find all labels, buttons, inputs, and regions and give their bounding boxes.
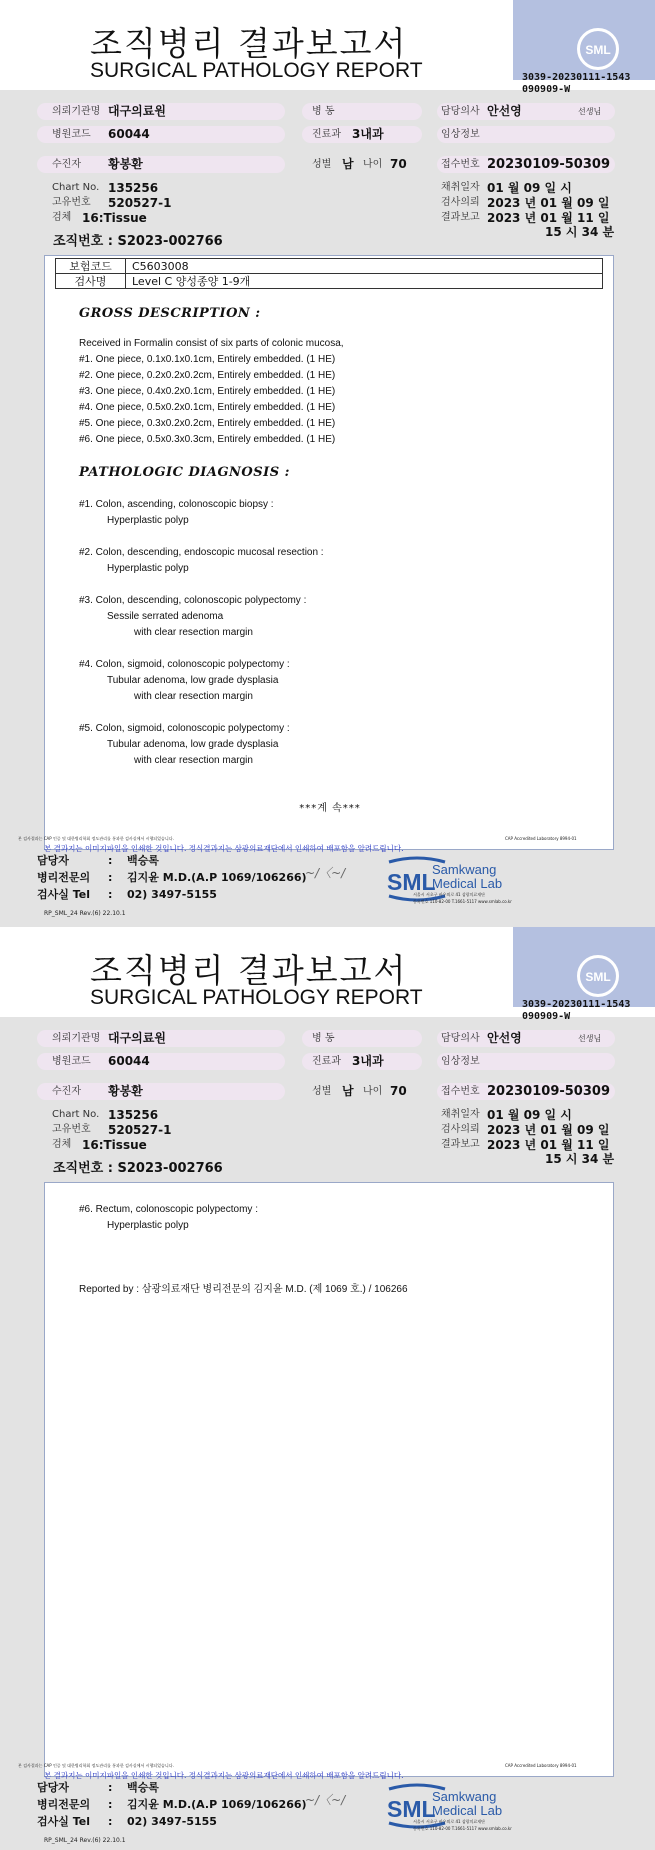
doctor-value: 안선영 bbox=[487, 104, 522, 118]
age-label: 나이 bbox=[363, 1086, 383, 1097]
institution-value: 대구의료원 bbox=[108, 1031, 166, 1045]
diagnosis-result: Sessile serrated adenoma bbox=[107, 611, 224, 622]
logo-text: SML bbox=[585, 970, 611, 984]
diagnosis-heading: PATHOLOGIC DIAGNOSIS : bbox=[79, 465, 290, 480]
sex-label: 성별 bbox=[312, 1086, 332, 1097]
clinical-label: 임상정보 bbox=[441, 129, 480, 140]
lab-name-1: Samkwang bbox=[432, 1789, 497, 1804]
signature: ~/〈~/ bbox=[305, 866, 346, 880]
collect-value: 01 월 09 일 시 bbox=[487, 1108, 572, 1122]
tel-label: 검사실 Tel bbox=[37, 888, 90, 901]
tel-label: 검사실 Tel bbox=[37, 1815, 90, 1828]
cap-note: CAP Accredited Laboratory 8994-01 bbox=[505, 836, 577, 841]
hospital-code-value: 60044 bbox=[108, 1054, 150, 1068]
report-page-1 bbox=[0, 0, 655, 923]
colon: : bbox=[108, 854, 113, 867]
age-label: 나이 bbox=[363, 159, 383, 170]
ward-label: 병 동 bbox=[312, 1033, 335, 1044]
fine-print: 본 검사결과는 CAP 인증 및 대한병리학회 정도관리를 통과한 검사실에서 시행되었습니다. bbox=[18, 1763, 174, 1768]
lab-name-1: Samkwang bbox=[432, 862, 497, 877]
lab-name-2: Medical Lab bbox=[432, 876, 503, 891]
chart-label: Chart No. bbox=[52, 182, 100, 193]
institution-value: 대구의료원 bbox=[108, 104, 166, 118]
sex-value: 남 bbox=[342, 1084, 354, 1098]
form-code: RP_SML_24 Rev.(6) 22.10.1 bbox=[44, 1837, 126, 1844]
dept-label: 진료과 bbox=[312, 129, 341, 140]
sex-value: 남 bbox=[342, 157, 354, 171]
pathologist-value: 김지윤 M.D.(A.P 1069/106266) bbox=[127, 871, 307, 884]
receipt-value: 20230109-50309 bbox=[487, 157, 610, 172]
manager-value: 백승록 bbox=[127, 1781, 159, 1794]
receipt-label: 접수번호 bbox=[441, 1086, 480, 1097]
age-value: 70 bbox=[390, 157, 407, 171]
pathologist-label: 병리전문의 bbox=[37, 871, 91, 884]
doc-id: 3039-20230111-1543 090909-W bbox=[522, 999, 631, 1022]
diagnosis-margin: with clear resection margin bbox=[134, 627, 253, 638]
result-label: 결과보고 bbox=[441, 212, 480, 223]
diagnosis-title: #2. Colon, descending, endoscopic mucosal resection : bbox=[79, 547, 324, 558]
lab-registration: 등록번호 110-82-00 T.1661-5117 www.smlab.co.kr bbox=[413, 1826, 512, 1831]
test-name-value: Level C 양성종양 1-9개 bbox=[126, 274, 603, 289]
lab-address: 서울시 서초구 바우뫼로 41 삼광의료재단 bbox=[413, 892, 485, 897]
fine-print: 본 검사결과는 CAP 인증 및 대한병리학회 정도관리를 통과한 검사실에서 시행되었습니다. bbox=[18, 836, 174, 841]
tissue-number: 조직번호 : S2023-002766 bbox=[53, 1161, 223, 1176]
report-title-ko: 조직병리 결과보고서 bbox=[90, 24, 408, 63]
dept-value: 3내과 bbox=[352, 1054, 384, 1068]
request-label: 검사의뢰 bbox=[441, 1124, 480, 1135]
collect-label: 채취일자 bbox=[441, 1109, 480, 1120]
institution-label: 의뢰기관명 bbox=[52, 1033, 101, 1044]
lab-registration: 등록번호 110-82-00 T.1661-5117 www.smlab.co.kr bbox=[413, 899, 512, 904]
doctor-label: 담당의사 bbox=[441, 106, 480, 117]
id-value: 520527-1 bbox=[108, 196, 172, 210]
form-code: RP_SML_24 Rev.(6) 22.10.1 bbox=[44, 910, 126, 917]
colon: : bbox=[108, 1815, 113, 1828]
gross-line: Received in Formalin consist of six parts of colonic mucosa, bbox=[79, 338, 344, 349]
dept-value: 3내과 bbox=[352, 127, 384, 141]
doctor-label: 담당의사 bbox=[441, 1033, 480, 1044]
signature: ~/〈~/ bbox=[305, 1793, 346, 1807]
doctor-value: 안선영 bbox=[487, 1031, 522, 1045]
report-body bbox=[44, 1182, 614, 1777]
hospital-code-label: 병원코드 bbox=[52, 129, 91, 140]
manager-label: 담당자 bbox=[37, 1781, 69, 1794]
gross-line: #1. One piece, 0.1x0.1x0.1cm, Entirely embedded. (1 HE) bbox=[79, 354, 336, 365]
image-notice: 본 결과지는 이미지파일을 인쇄한 것입니다. 정식결과지는 삼광의료재단에서 인쇄하여 배포함을 알려드립니다. bbox=[44, 1771, 404, 1780]
patient-label: 수진자 bbox=[52, 159, 81, 170]
result-value: 2023 년 01 월 11 일 bbox=[487, 211, 610, 225]
diagnosis-result: Hyperplastic polyp bbox=[107, 563, 189, 574]
gross-line: #2. One piece, 0.2x0.2x0.2cm, Entirely embedded. (1 HE) bbox=[79, 370, 336, 381]
tel-value: 02) 3497-5155 bbox=[127, 1815, 217, 1828]
manager-value: 백승록 bbox=[127, 854, 159, 867]
doc-id: 3039-20230111-1543 090909-W bbox=[522, 72, 631, 95]
sex-label: 성별 bbox=[312, 159, 332, 170]
patient-label: 수진자 bbox=[52, 1086, 81, 1097]
id-label: 고유번호 bbox=[52, 197, 91, 208]
manager-label: 담당자 bbox=[37, 854, 69, 867]
diagnosis-margin: with clear resection margin bbox=[134, 755, 253, 766]
colon: : bbox=[108, 888, 113, 901]
patient-value: 황봉환 bbox=[108, 157, 143, 171]
sml-logo-icon bbox=[577, 955, 619, 997]
doctor-suffix: 선생님 bbox=[578, 107, 602, 116]
logo-text: SML bbox=[585, 43, 611, 57]
tissue-number: 조직번호 : S2023-002766 bbox=[53, 234, 223, 249]
patient-value: 황봉환 bbox=[108, 1084, 143, 1098]
svg-text:SML: SML bbox=[387, 1796, 436, 1822]
hospital-code-label: 병원코드 bbox=[52, 1056, 91, 1067]
lab-name-2: Medical Lab bbox=[432, 1803, 503, 1818]
doctor-suffix: 선생님 bbox=[578, 1034, 602, 1043]
sml-logo-icon bbox=[577, 28, 619, 70]
dept-label: 진료과 bbox=[312, 1056, 341, 1067]
diagnosis-result: Hyperplastic polyp bbox=[107, 515, 189, 526]
test-name-label: 검사명 bbox=[56, 274, 126, 289]
chart-value: 135256 bbox=[108, 1108, 159, 1122]
specimen-value: 16:Tissue bbox=[82, 1138, 147, 1152]
collect-label: 채취일자 bbox=[441, 182, 480, 193]
lab-address: 서울시 서초구 바우뫼로 41 삼광의료재단 bbox=[413, 1819, 485, 1824]
chart-label: Chart No. bbox=[52, 1109, 100, 1120]
request-value: 2023 년 01 월 09 일 bbox=[487, 1123, 610, 1137]
diagnosis-margin: with clear resection margin bbox=[134, 691, 253, 702]
receipt-value: 20230109-50309 bbox=[487, 1084, 610, 1099]
colon: : bbox=[108, 1798, 113, 1811]
svg-text:SML: SML bbox=[387, 869, 436, 895]
diagnosis-title: #3. Colon, descending, colonoscopic polypectomy : bbox=[79, 595, 307, 606]
cap-note: CAP Accredited Laboratory 8994-01 bbox=[505, 1763, 577, 1768]
collect-value: 01 월 09 일 시 bbox=[487, 181, 572, 195]
result-label: 결과보고 bbox=[441, 1139, 480, 1150]
continued-mark: ***계 속*** bbox=[299, 803, 361, 814]
institution-label: 의뢰기관명 bbox=[52, 106, 101, 117]
specimen-label: 검체 bbox=[52, 212, 72, 223]
pathologist-label: 병리전문의 bbox=[37, 1798, 91, 1811]
gross-line: #4. One piece, 0.5x0.2x0.1cm, Entirely embedded. (1 HE) bbox=[79, 402, 336, 413]
tel-value: 02) 3497-5155 bbox=[127, 888, 217, 901]
report-page-2 bbox=[0, 927, 655, 1850]
insurance-code-value: C5603008 bbox=[126, 259, 603, 274]
chart-value: 135256 bbox=[108, 181, 159, 195]
report-title-en: SURGICAL PATHOLOGY REPORT bbox=[90, 59, 423, 82]
id-value: 520527-1 bbox=[108, 1123, 172, 1137]
hospital-code-value: 60044 bbox=[108, 127, 150, 141]
request-label: 검사의뢰 bbox=[441, 197, 480, 208]
request-value: 2023 년 01 월 09 일 bbox=[487, 196, 610, 210]
diagnosis-title: #1. Colon, ascending, colonoscopic biopsy : bbox=[79, 499, 274, 510]
result-value: 2023 년 01 월 11 일 bbox=[487, 1138, 610, 1152]
gross-heading: GROSS DESCRIPTION : bbox=[79, 306, 261, 321]
specimen-value: 16:Tissue bbox=[82, 211, 147, 225]
pathologist-value: 김지윤 M.D.(A.P 1069/106266) bbox=[127, 1798, 307, 1811]
diagnosis-result: Tubular adenoma, low grade dysplasia bbox=[107, 739, 279, 750]
insurance-table bbox=[55, 258, 603, 289]
age-value: 70 bbox=[390, 1084, 407, 1098]
diagnosis-title: #6. Rectum, colonoscopic polypectomy : bbox=[79, 1204, 258, 1215]
colon: : bbox=[108, 871, 113, 884]
report-body bbox=[44, 255, 614, 850]
id-label: 고유번호 bbox=[52, 1124, 91, 1135]
clinical-label: 임상정보 bbox=[441, 1056, 480, 1067]
image-notice: 본 결과지는 이미지파일을 인쇄한 것입니다. 정식결과지는 삼광의료재단에서 인쇄하여 배포함을 알려드립니다. bbox=[44, 844, 404, 853]
diagnosis-title: #4. Colon, sigmoid, colonoscopic polypectomy : bbox=[79, 659, 290, 670]
colon: : bbox=[108, 1781, 113, 1794]
reported-by: Reported by : 삼광의료재단 병리전문의 김지윤 M.D. (제 1069 호.) / 106266 bbox=[79, 1284, 408, 1295]
ward-label: 병 동 bbox=[312, 106, 335, 117]
diagnosis-result: Hyperplastic polyp bbox=[107, 1220, 189, 1231]
gross-line: #3. One piece, 0.4x0.2x0.1cm, Entirely embedded. (1 HE) bbox=[79, 386, 336, 397]
result-time: 15 시 34 분 bbox=[545, 225, 615, 239]
diagnosis-result: Tubular adenoma, low grade dysplasia bbox=[107, 675, 279, 686]
report-title-en: SURGICAL PATHOLOGY REPORT bbox=[90, 986, 423, 1009]
report-title-ko: 조직병리 결과보고서 bbox=[90, 951, 408, 990]
diagnosis-title: #5. Colon, sigmoid, colonoscopic polypectomy : bbox=[79, 723, 290, 734]
result-time: 15 시 34 분 bbox=[545, 1152, 615, 1166]
insurance-code-label: 보험코드 bbox=[56, 259, 126, 274]
specimen-label: 검체 bbox=[52, 1139, 72, 1150]
gross-line: #5. One piece, 0.3x0.2x0.2cm, Entirely embedded. (1 HE) bbox=[79, 418, 336, 429]
receipt-label: 접수번호 bbox=[441, 159, 480, 170]
gross-line: #6. One piece, 0.5x0.3x0.3cm, Entirely embedded. (1 HE) bbox=[79, 434, 336, 445]
